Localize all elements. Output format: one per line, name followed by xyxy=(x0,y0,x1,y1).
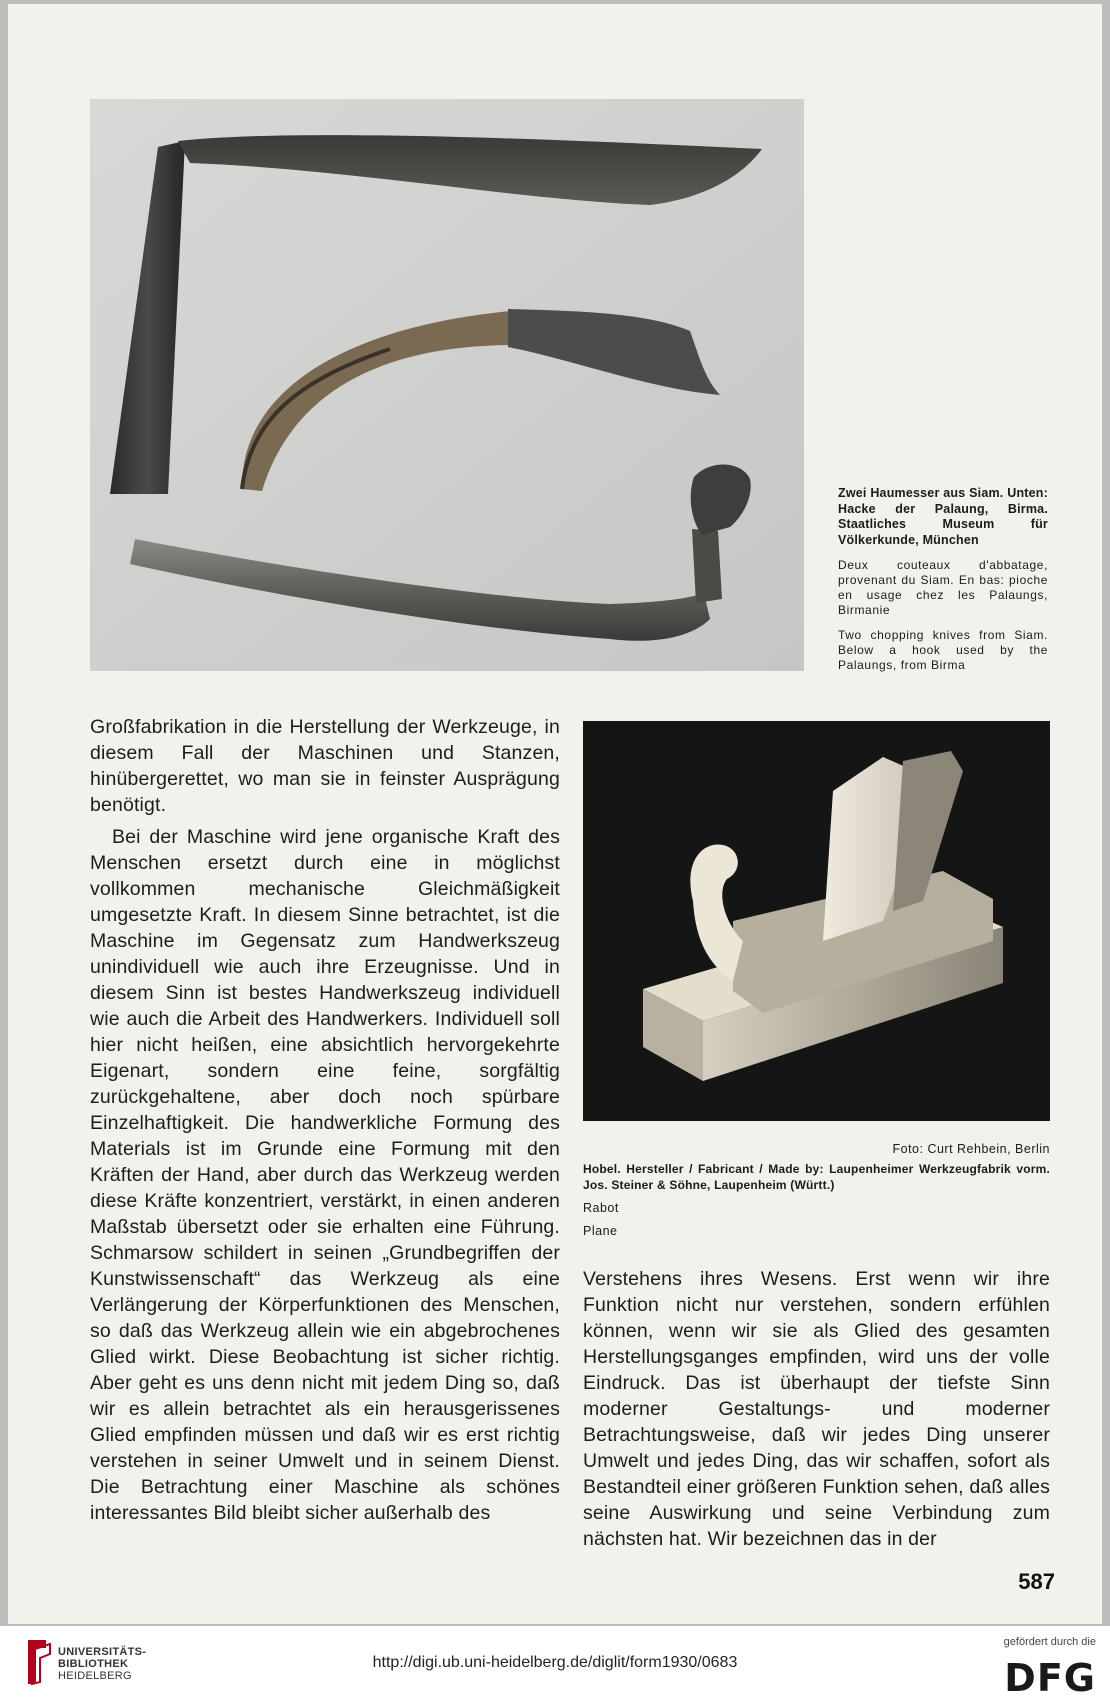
page-number: 587 xyxy=(1018,1569,1055,1594)
photo-plane xyxy=(583,721,1050,1121)
digitization-footer xyxy=(0,1626,1110,1706)
paragraph: Bei der Maschine wird jene organische Kraft des Menschen ersetzt durch eine in möglichst vollkommen mechanische Gleichmäßigkeit umgesetzte Kraft. In diesem Sinne betrachtet, ist die Maschine im Gegensatz zum Handwerkszeug unindividuell wie auch ihre Erzeugnisse. Und in diesem Sinn ist bestes Handwerkszeug individuell wie auch die Arbeit des Handwerkers. Individuell soll hier nicht heißen, eine absichtlich hervorgekehrte Eigenart, sondern eine feine, sorgfältig zurückgehaltene, aber doch noch spürbare Einzelhaftigkeit. Die handwerkliche Formung des Materials ist im Grunde eine Formung mit den Kräften der Hand, aber durch das Werkzeug werden diese Kräfte konzentriert, verstärkt, in einen anderen Maßstab übersetzt oder sie erhalten eine Führung. Schmarsow schildert in seinen „Grundbegriffen der Kunstwissenschaft“ das Werkzeug als eine Verlängerung der Körperfunktionen des Menschen, so daß das Werkzeug allein wie ein abgebrochenes Glied wirkt. Diese Beobachtung ist sicher richtig. Aber geht es uns denn nicht mit jedem Ding so, daß wir es allein betrachtet als ein herausgerissenes Glied empfinden müssen und daß wir es erst richtig verstehen in seiner Umwelt und in seinem Dienst. Die Betrachtung einer Maschine als schönes interessantes Bild bleibt sicher außerhalb des xyxy=(90,826,560,1524)
body-text-right-column xyxy=(583,1266,1050,1552)
paragraph: Verstehens ihres Wesens. Erst wenn wir ihre Funktion nicht nur verstehen, sondern erfühlen können, wenn wir sie als Glied des gesamten Herstellungsganges empfinden, wird uns der volle Eindruck. Das ist überhaupt der tiefste Sinn moderner Gestaltungs- und moderner Betrachtungsweise, daß wir jedes Ding unserer Umwelt und jedes Ding, das wir schaffen, sofort als Bestandteil einer größeren Funktion sehen, daß alles seine Auswirkung und seine Verbindung zum nächsten hat. Wir bezeichnen das in der xyxy=(583,1268,1050,1550)
library-name-line: BIBLIOTHEK xyxy=(58,1658,129,1670)
figure-one-caption-english: Two chopping knives from Siam. Below a hook used by the Palaungs, from Birma xyxy=(838,628,1048,672)
document-page xyxy=(8,4,1102,1624)
figure-two-caption-german: Hobel. Hersteller / Fabricant / Made by: Laupenheimer Werkzeugfabrik vorm. Jos. Steiner & Söhne, Laupenheim (Württ.) xyxy=(583,1162,1050,1192)
figure-two-credit: Foto: Curt Rehbein, Berlin xyxy=(892,1142,1050,1156)
photo-knives-and-hoe xyxy=(90,99,804,671)
figure-two-caption-english: Plane xyxy=(583,1224,618,1238)
funding-note: gefördert durch die xyxy=(1003,1636,1096,1648)
body-text-left-column xyxy=(90,714,560,1526)
library-name-line: HEIDELBERG xyxy=(58,1670,132,1682)
paragraph: Großfabrikation in die Herstellung der Werkzeuge, in diesem Fall der Maschinen und Stanzen, hinübergerettet, wo man sie in feinster Ausprägung benötigt. xyxy=(90,716,560,816)
permalink-url[interactable]: http://digi.ub.uni-heidelberg.de/diglit/form1930/0683 xyxy=(372,1654,738,1671)
figure-one-caption-german: Zwei Haumesser aus Siam. Unten: Hacke der Palaung, Birma. Staatliches Museum für Völkerkunde, München xyxy=(838,486,1048,547)
library-name-line: UNIVERSITÄTS- xyxy=(58,1646,147,1658)
figure-two-caption-french: Rabot xyxy=(583,1201,619,1215)
figure-two-caption xyxy=(583,1162,1050,1238)
figure-one-caption xyxy=(838,486,1048,673)
dfg-logo[interactable]: DFG xyxy=(1004,1656,1096,1700)
figure-one-caption-french: Deux couteaux d'abbatage, provenant du Siam. En bas: pioche en usage chez les Palaungs, Birmanie xyxy=(838,558,1048,617)
